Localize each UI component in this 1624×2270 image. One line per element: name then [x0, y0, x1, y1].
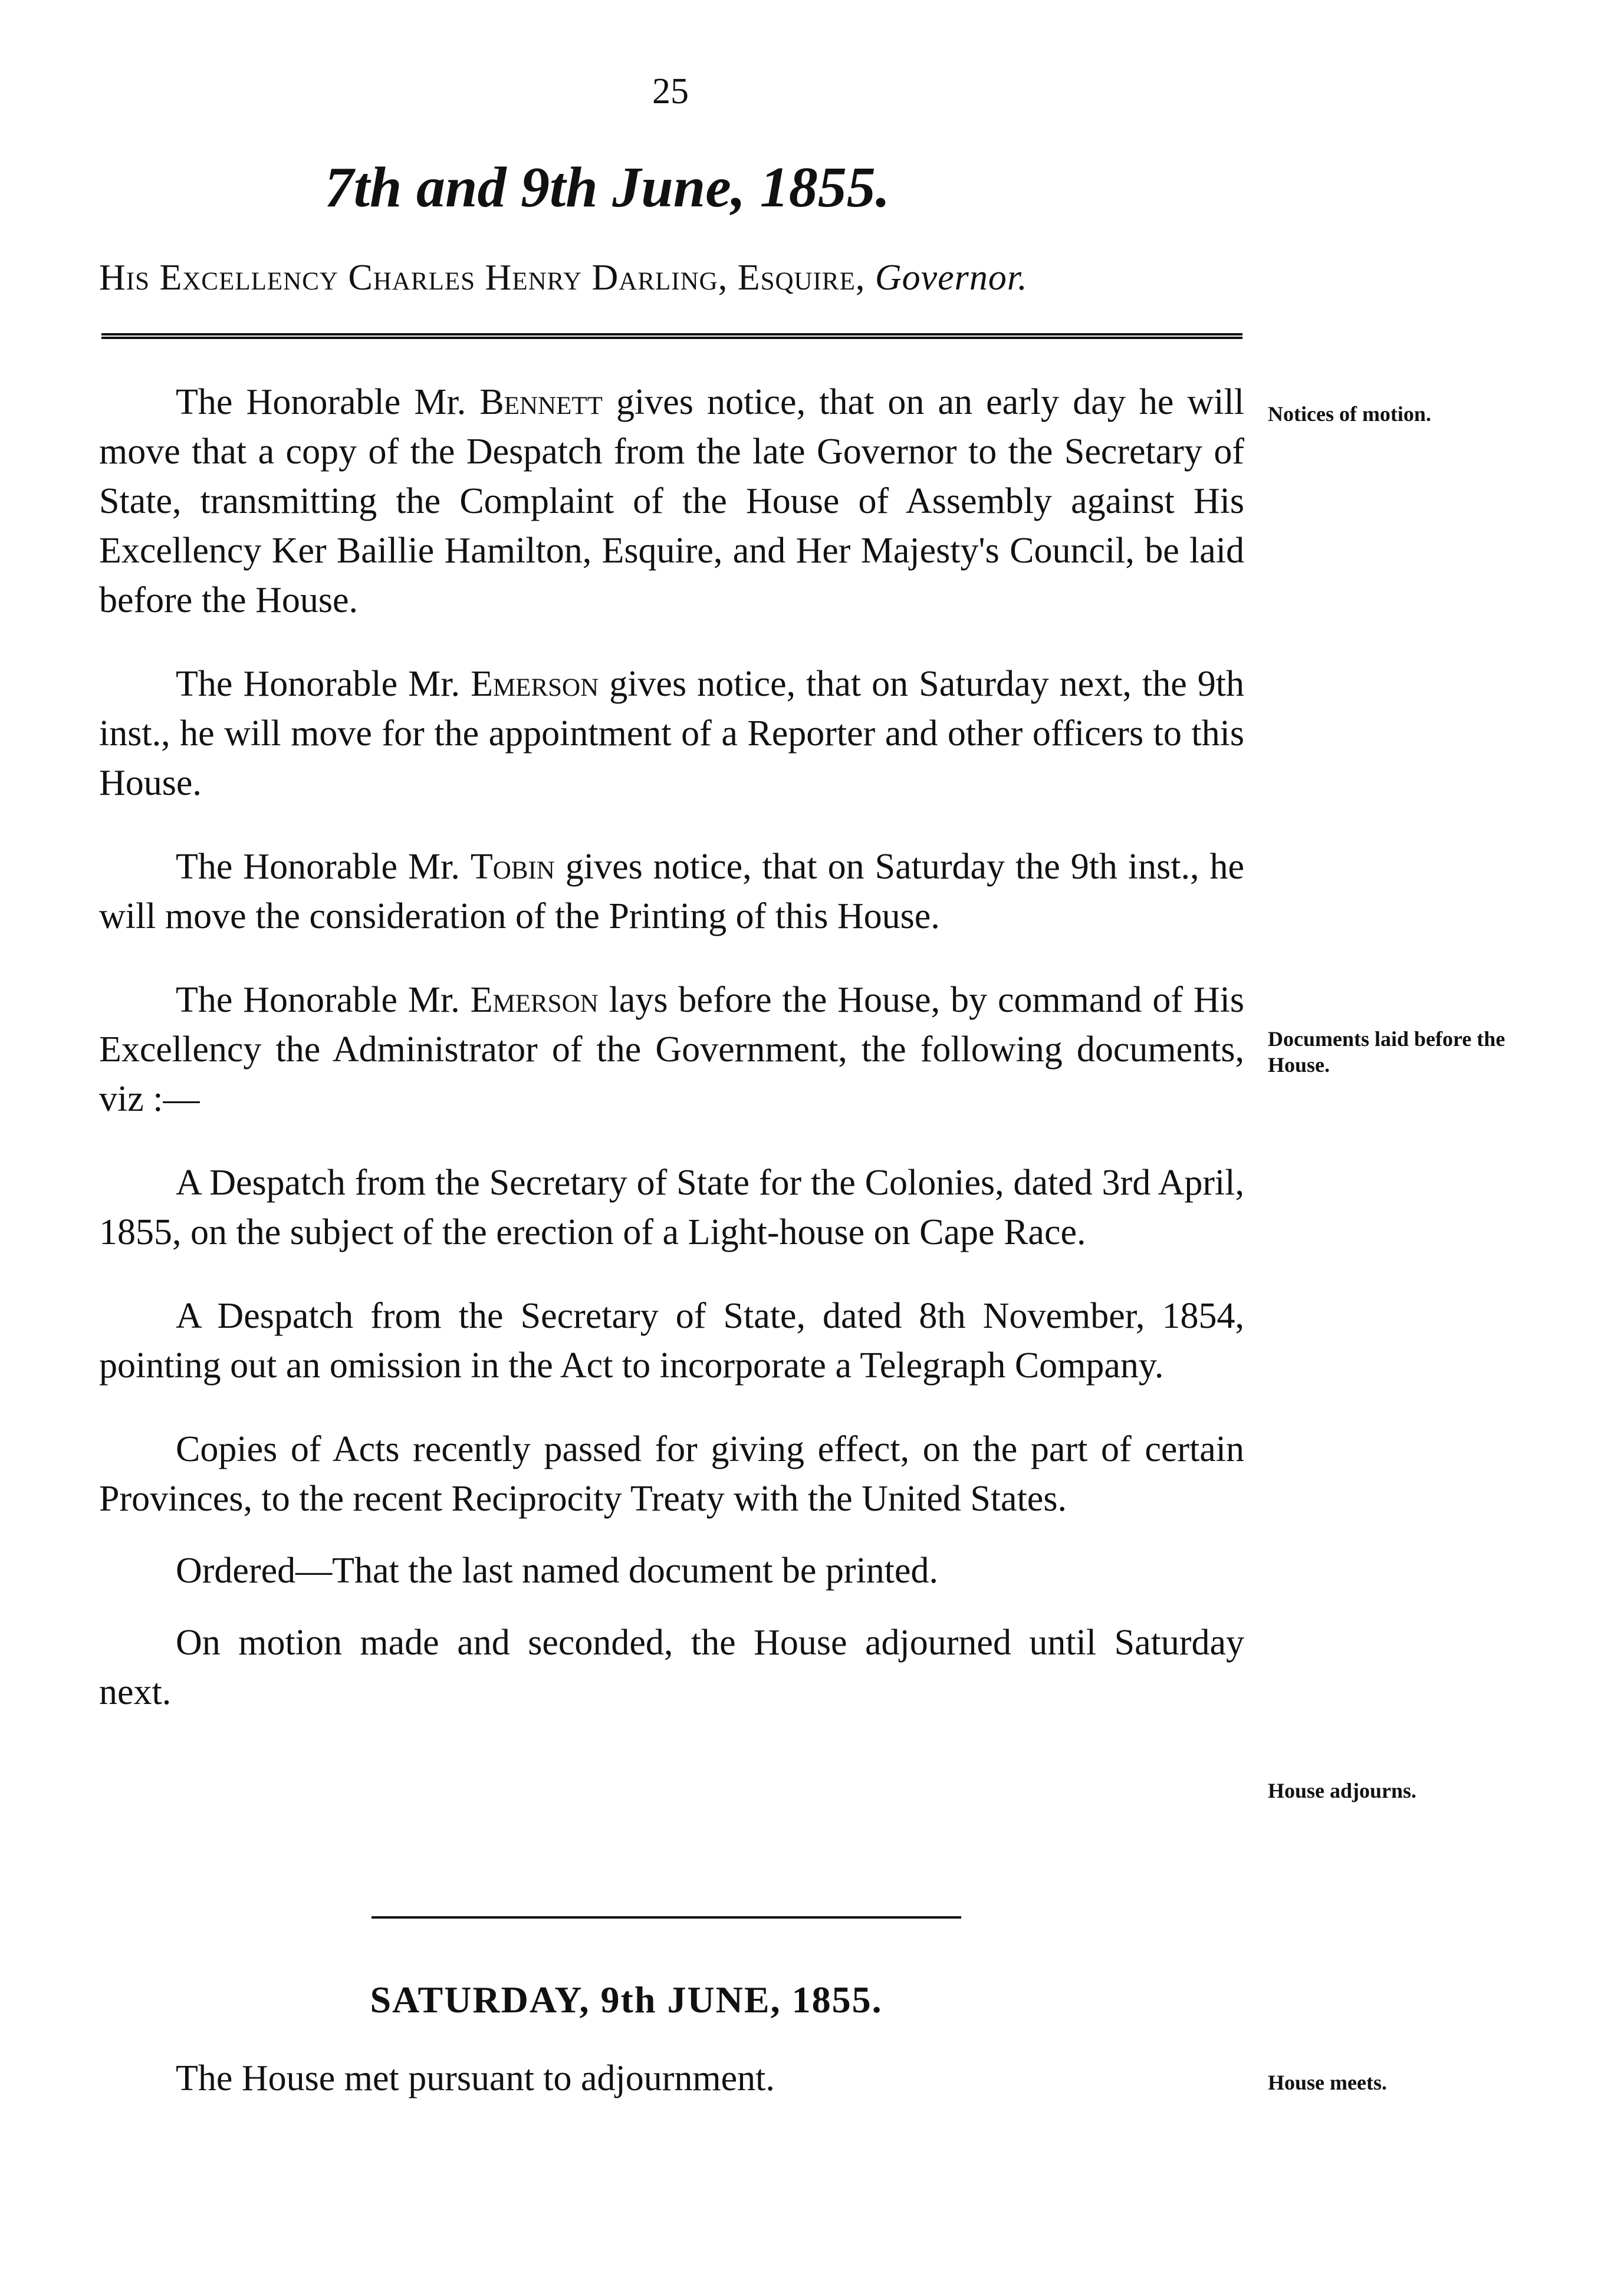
paragraph-emerson-notice — [99, 659, 1244, 808]
margin-note-adjourns: House adjourns. — [1268, 1779, 1417, 1802]
paragraph-ordered: Ordered—That the last named document be printed. — [176, 1551, 938, 1591]
margin-note-notices: Notices of motion. — [1268, 402, 1431, 426]
saturday-heading-text: SATURDAY, 9th JUNE, 1855. — [370, 1979, 883, 2021]
paragraph-lead: The Honorable Mr. — [176, 980, 471, 1020]
margin-note-meets: House meets. — [1268, 2071, 1387, 2094]
paragraph-despatch-telegraph: A Despatch from the Secretary of State, dated 8th November, 1854, pointing out an omission in the Act to incorporate a Telegraph Company. — [99, 1296, 1244, 1386]
paragraph-adjournment: On motion made and seconded, the House adjourned until Saturday next. — [99, 1623, 1244, 1712]
paragraph-lead: The Honorable Mr. — [176, 382, 480, 422]
paragraph-text: gives notice, that on Saturday next, the 9th inst., he will move for the appointment of a Reporter and other officers to this House. — [99, 664, 1244, 803]
date-heading: 7th and 9th June, 1855. — [324, 156, 890, 219]
paragraph-text: gives notice, that on Saturday the 9th inst., he will move the consideration of the Printing of this House. — [99, 847, 1244, 936]
governor-line — [99, 257, 1243, 299]
page-number: 25 — [652, 71, 689, 111]
member-name: Bennett — [479, 382, 603, 422]
short-rule-divider — [372, 1916, 961, 1919]
margin-note-documents: Documents laid before the House. — [1268, 1027, 1505, 1077]
paragraph-reciprocity-acts: Copies of Acts recently passed for giving effect, on the part of certain Provinces, to the recent Reciprocity Treaty with the United States. — [99, 1429, 1244, 1519]
paragraph-emerson-documents — [99, 975, 1244, 1124]
member-name: Tobin — [470, 847, 555, 887]
member-name: Emerson — [470, 980, 599, 1020]
governor-name: His Excellency Charles Henry Darling, Esquire, — [99, 258, 866, 298]
member-name: Emerson — [471, 664, 599, 704]
paragraph-text: gives notice, that on an early day he will move that a copy of the Despatch from the late Governor to the Secretary of State, transmitting the Complaint of the House of Assembly against His Excellency Ker Baillie Hamilton, Esquire, and Her Majesty's Council, be laid before the House. — [99, 382, 1244, 620]
paragraph-lead: The Honorable Mr. — [176, 664, 471, 704]
paragraph-despatch-lighthouse: A Despatch from the Secretary of State for the Colonies, dated 3rd April, 1855, on the subject of the erection of a Light-house on Cape Race. — [99, 1163, 1244, 1252]
double-rule-divider — [101, 333, 1242, 339]
proceedings-body — [99, 377, 1244, 1751]
paragraph-bennett-notice — [99, 377, 1244, 625]
house-met-paragraph: The House met pursuant to adjournment. — [176, 2058, 775, 2098]
paragraph-lead: The Honorable Mr. — [176, 847, 471, 887]
paragraph-text: lays before the House, by command of His Excellency the Administrator of the Government, the following documents, viz :— — [99, 980, 1244, 1119]
governor-title: Governor. — [875, 258, 1028, 298]
saturday-heading — [0, 1978, 1624, 2022]
paragraph-tobin-notice — [99, 842, 1244, 941]
